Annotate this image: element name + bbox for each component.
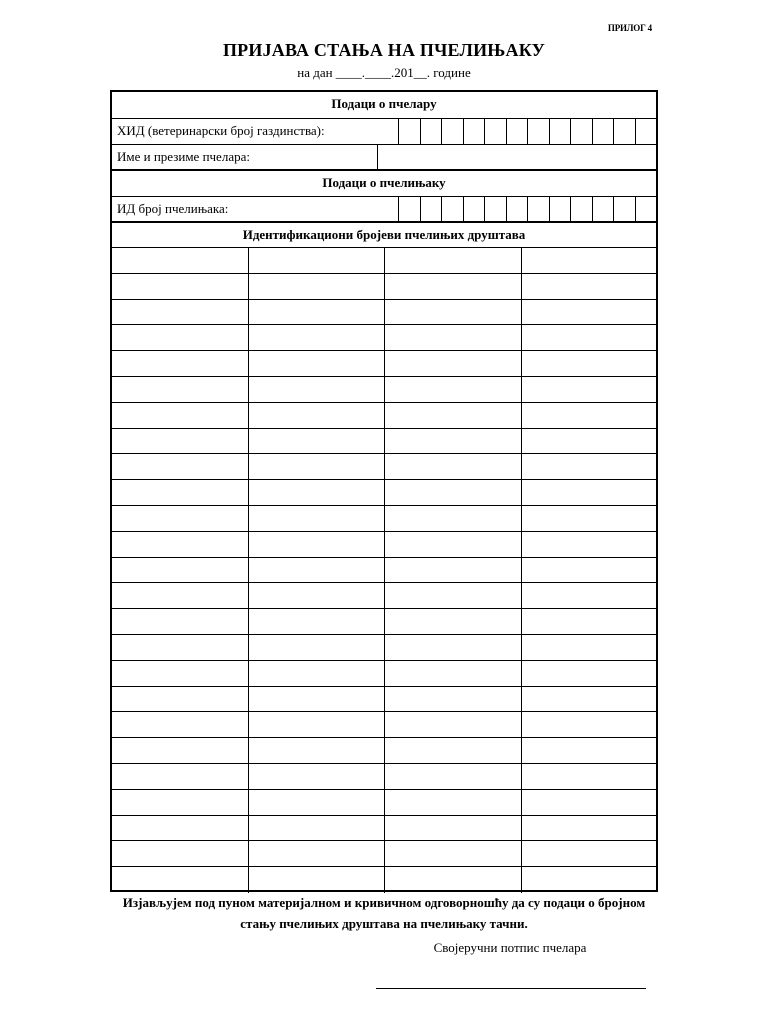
- digit-box[interactable]: [549, 119, 571, 144]
- colony-id-cell[interactable]: [248, 429, 385, 454]
- table-row: [112, 532, 656, 558]
- colony-id-cell[interactable]: [248, 712, 385, 737]
- table-row: [112, 480, 656, 506]
- table-row: [112, 738, 656, 764]
- digit-box[interactable]: [635, 119, 657, 144]
- registration-form: [110, 90, 658, 892]
- colonies-section-heading: Идентификациони бројеви пчелињих друштава: [112, 223, 656, 248]
- colony-id-cell[interactable]: [248, 532, 385, 557]
- colony-id-cell[interactable]: [521, 300, 657, 325]
- colony-id-cell[interactable]: [384, 687, 522, 712]
- colony-id-cell[interactable]: [384, 738, 522, 763]
- digit-box[interactable]: [441, 119, 463, 144]
- colony-id-cell[interactable]: [112, 248, 248, 273]
- colony-id-cell[interactable]: [248, 790, 385, 815]
- colony-id-cell[interactable]: [521, 480, 657, 505]
- name-label: Име и презиме пчелара:: [117, 149, 250, 164]
- page-title: ПРИЈАВА СТАЊА НА ПЧЕЛИЊАКУ: [222, 40, 546, 60]
- date-line: на дан ____.____.201__. године: [297, 65, 471, 80]
- colony-id-cell[interactable]: [112, 661, 248, 686]
- table-row: [112, 687, 656, 713]
- colony-id-cell[interactable]: [112, 274, 248, 299]
- colony-id-cell[interactable]: [384, 635, 522, 660]
- colony-id-cell[interactable]: [521, 816, 657, 841]
- colony-id-cell[interactable]: [112, 351, 248, 376]
- table-row: [112, 325, 656, 351]
- table-row: [112, 377, 656, 403]
- digit-box[interactable]: [463, 197, 485, 221]
- colony-id-cell[interactable]: [384, 351, 522, 376]
- table-row: [112, 790, 656, 816]
- colony-id-cell[interactable]: [112, 532, 248, 557]
- colony-id-cell[interactable]: [384, 429, 522, 454]
- colony-id-cell[interactable]: [521, 841, 657, 866]
- colony-id-cell[interactable]: [521, 661, 657, 686]
- digit-box[interactable]: [613, 197, 635, 221]
- table-row: [112, 712, 656, 738]
- digit-box[interactable]: [398, 119, 420, 144]
- colony-id-cell[interactable]: [384, 248, 522, 273]
- colony-id-cell[interactable]: [521, 377, 657, 402]
- table-row: [112, 841, 656, 867]
- colony-id-cell[interactable]: [112, 609, 248, 634]
- colony-id-cell[interactable]: [112, 454, 248, 479]
- table-row: [112, 274, 656, 300]
- apiary-id-digit-boxes[interactable]: [398, 197, 656, 221]
- table-row: [112, 558, 656, 584]
- colony-id-cell[interactable]: [384, 583, 522, 608]
- digit-box[interactable]: [549, 197, 571, 221]
- colony-id-cell[interactable]: [248, 609, 385, 634]
- digit-box[interactable]: [420, 119, 442, 144]
- digit-box[interactable]: [592, 197, 614, 221]
- colony-id-cell[interactable]: [112, 506, 248, 531]
- colony-id-cell[interactable]: [112, 687, 248, 712]
- colony-id-cell[interactable]: [248, 867, 385, 893]
- colony-id-cell[interactable]: [248, 738, 385, 763]
- digit-box[interactable]: [463, 119, 485, 144]
- digit-box[interactable]: [527, 197, 549, 221]
- colony-id-cell[interactable]: [384, 300, 522, 325]
- colony-id-cell[interactable]: [248, 325, 385, 350]
- colony-id-cell[interactable]: [521, 583, 657, 608]
- apiary-id-row: [112, 197, 656, 223]
- declaration-text: Изјављујем под пуном материјалном и кривичном одговорношћу да су подаци о бројном стању пчелињих друштава на пчелињаку тачни.: [122, 895, 646, 931]
- colony-id-cell[interactable]: [112, 867, 248, 893]
- colony-id-cell[interactable]: [384, 325, 522, 350]
- colony-id-cell[interactable]: [112, 429, 248, 454]
- digit-box[interactable]: [635, 197, 657, 221]
- digit-box[interactable]: [592, 119, 614, 144]
- colonies-id-grid: [112, 248, 656, 893]
- table-row: [112, 583, 656, 609]
- colony-id-cell[interactable]: [384, 377, 522, 402]
- colony-id-cell[interactable]: [248, 377, 385, 402]
- table-row: [112, 300, 656, 326]
- colony-id-cell[interactable]: [384, 609, 522, 634]
- colony-id-cell[interactable]: [384, 274, 522, 299]
- colony-id-cell[interactable]: [112, 403, 248, 428]
- colony-id-cell[interactable]: [521, 325, 657, 350]
- digit-box[interactable]: [613, 119, 635, 144]
- digit-box[interactable]: [570, 119, 592, 144]
- table-row: [112, 248, 656, 274]
- colony-id-cell[interactable]: [248, 583, 385, 608]
- hid-label: ХИД (ветеринарски број газдинства):: [117, 123, 325, 138]
- colony-id-cell[interactable]: [521, 867, 657, 893]
- colony-id-cell[interactable]: [384, 454, 522, 479]
- name-row: [112, 145, 656, 171]
- colony-id-cell[interactable]: [248, 351, 385, 376]
- colony-id-cell[interactable]: [248, 274, 385, 299]
- digit-box[interactable]: [420, 197, 442, 221]
- colony-id-cell[interactable]: [112, 712, 248, 737]
- name-field[interactable]: [377, 145, 656, 169]
- colony-id-cell[interactable]: [112, 790, 248, 815]
- colony-id-cell[interactable]: [384, 712, 522, 737]
- digit-box[interactable]: [484, 197, 506, 221]
- signature-line[interactable]: [376, 988, 646, 989]
- table-row: [112, 661, 656, 687]
- colony-id-cell[interactable]: [384, 867, 522, 893]
- colony-id-cell[interactable]: [248, 454, 385, 479]
- colony-id-cell[interactable]: [248, 764, 385, 789]
- colony-id-cell[interactable]: [112, 816, 248, 841]
- hid-digit-boxes[interactable]: [398, 119, 656, 144]
- colony-id-cell[interactable]: [248, 558, 385, 583]
- colony-id-cell[interactable]: [384, 403, 522, 428]
- colony-id-cell[interactable]: [112, 583, 248, 608]
- digit-box[interactable]: [506, 197, 528, 221]
- colony-id-cell[interactable]: [112, 325, 248, 350]
- digit-box[interactable]: [527, 119, 549, 144]
- colony-id-cell[interactable]: [384, 558, 522, 583]
- colony-id-cell[interactable]: [384, 790, 522, 815]
- colony-id-cell[interactable]: [112, 635, 248, 660]
- colony-id-cell[interactable]: [112, 841, 248, 866]
- colony-id-cell[interactable]: [521, 712, 657, 737]
- table-row: [112, 403, 656, 429]
- digit-box[interactable]: [484, 119, 506, 144]
- colony-id-cell[interactable]: [112, 300, 248, 325]
- table-row: [112, 867, 656, 893]
- table-row: [112, 764, 656, 790]
- colony-id-cell[interactable]: [384, 816, 522, 841]
- table-row: [112, 454, 656, 480]
- apiary-id-label: ИД број пчелињака:: [117, 201, 229, 216]
- beekeeper-section-heading: Подаци о пчелару: [112, 92, 656, 119]
- colony-id-cell[interactable]: [112, 480, 248, 505]
- signature-label: Својеручни потпис пчелара: [433, 940, 587, 955]
- digit-box[interactable]: [441, 197, 463, 221]
- colony-id-cell[interactable]: [521, 635, 657, 660]
- colony-id-cell[interactable]: [521, 454, 657, 479]
- colony-id-cell[interactable]: [521, 506, 657, 531]
- colony-id-cell[interactable]: [248, 506, 385, 531]
- digit-box[interactable]: [506, 119, 528, 144]
- colony-id-cell[interactable]: [521, 764, 657, 789]
- colony-id-cell[interactable]: [521, 429, 657, 454]
- hid-row: [112, 119, 656, 145]
- colony-id-cell[interactable]: [521, 403, 657, 428]
- digit-box[interactable]: [398, 197, 420, 221]
- colony-id-cell[interactable]: [248, 816, 385, 841]
- colony-id-cell[interactable]: [248, 661, 385, 686]
- table-row: [112, 816, 656, 842]
- colony-id-cell[interactable]: [384, 841, 522, 866]
- colony-id-cell[interactable]: [248, 635, 385, 660]
- table-row: [112, 635, 656, 661]
- colony-id-cell[interactable]: [521, 248, 657, 273]
- colony-id-cell[interactable]: [521, 738, 657, 763]
- colony-id-cell[interactable]: [112, 738, 248, 763]
- colony-id-cell[interactable]: [521, 558, 657, 583]
- colony-id-cell[interactable]: [248, 300, 385, 325]
- digit-box[interactable]: [570, 197, 592, 221]
- colony-id-cell[interactable]: [248, 687, 385, 712]
- colony-id-cell[interactable]: [521, 790, 657, 815]
- colony-id-cell[interactable]: [521, 609, 657, 634]
- colony-id-cell[interactable]: [384, 661, 522, 686]
- colony-id-cell[interactable]: [112, 377, 248, 402]
- colony-id-cell[interactable]: [248, 841, 385, 866]
- table-row: [112, 351, 656, 377]
- colony-id-cell[interactable]: [521, 687, 657, 712]
- colony-id-cell[interactable]: [384, 532, 522, 557]
- annex-label: ПРИЛОГ 4: [607, 23, 652, 33]
- colony-id-cell[interactable]: [521, 274, 657, 299]
- colony-id-cell[interactable]: [248, 480, 385, 505]
- colony-id-cell[interactable]: [248, 248, 385, 273]
- colony-id-cell[interactable]: [384, 480, 522, 505]
- colony-id-cell[interactable]: [521, 532, 657, 557]
- colony-id-cell[interactable]: [112, 764, 248, 789]
- table-row: [112, 429, 656, 455]
- colony-id-cell[interactable]: [384, 764, 522, 789]
- table-row: [112, 506, 656, 532]
- colony-id-cell[interactable]: [384, 506, 522, 531]
- apiary-section-heading: Подаци о пчелињаку: [112, 171, 656, 197]
- colony-id-cell[interactable]: [112, 558, 248, 583]
- table-row: [112, 609, 656, 635]
- colony-id-cell[interactable]: [248, 403, 385, 428]
- colony-id-cell[interactable]: [521, 351, 657, 376]
